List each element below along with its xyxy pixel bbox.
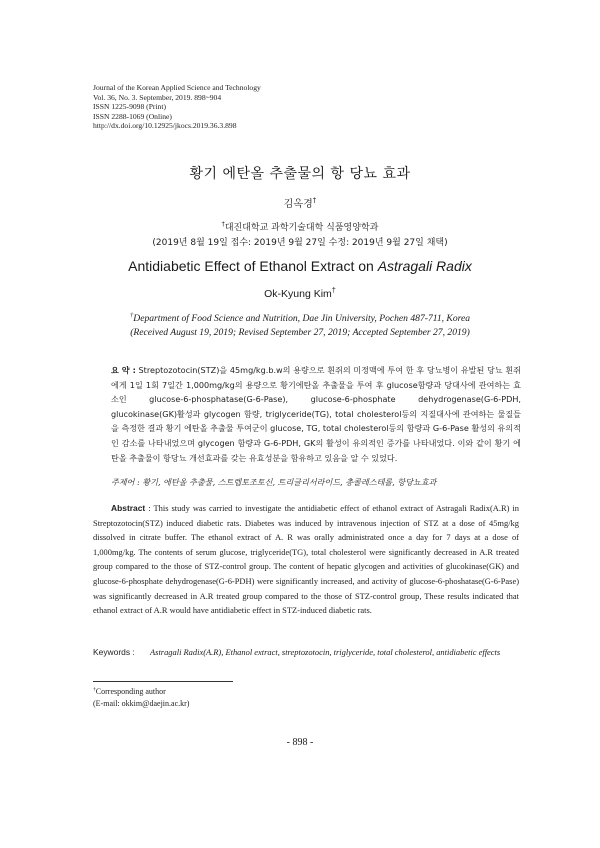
- english-author-mark: †: [331, 285, 336, 295]
- korean-keywords-text: 황기, 에탄올 추출물, 스트렙토조토신, 트리글리서라이드, 총콜레스테롤, 항당뇨효과: [142, 477, 437, 487]
- english-title-italic: Astragali Radix: [377, 258, 472, 274]
- korean-dates: (2019년 8월 19일 접수: 2019년 9월 27일 수정: 2019년 9월 27일 채택): [152, 238, 448, 248]
- korean-keywords: [111, 477, 521, 488]
- english-author: [0, 285, 600, 300]
- english-title-main: Antidiabetic Effect of Ethanol Extract on: [128, 258, 378, 274]
- footnote-mark: †: [93, 686, 96, 693]
- english-keywords: [93, 646, 519, 659]
- footnote-corresponding: Corresponding author: [95, 687, 166, 696]
- english-affiliation: [0, 312, 600, 340]
- journal-name: Journal of the Korean Applied Science and Technology: [93, 83, 261, 92]
- doi-link[interactable]: http://dx.doi.org/10.12925/jkocs.2019.36.3.898: [93, 121, 237, 131]
- english-keywords-text: Astragali Radix(A.R), Ethanol extract, streptozotocin, triglyceride, total cholesterol, antidiabetic effects: [150, 647, 501, 657]
- footnote-email: (E-mail: okkim@daejin.ac.kr): [93, 699, 190, 708]
- korean-affiliation-text: 대진대학교 과학기술대학 식품영양학과: [224, 223, 379, 233]
- korean-author-name: 김옥경: [283, 199, 313, 210]
- issn-online: ISSN 2288-1069 (Online): [93, 111, 172, 121]
- korean-keywords-label: 주제어 :: [111, 477, 140, 487]
- english-abstract: [93, 501, 519, 618]
- english-abstract-text: : This study was carried to investigate the antidiabetic effect of ethanol extract of Astragali Radix(A.R) in Streptozotocin(STZ) induced diabetic rats. Diabetes was induced by intravenous injection of STZ at a dose of 45mg/kg dissolved in citrate buffer. The ethanol extract of A. R was orally administrated once a day for 7 days at a dose of 1,000mg/kg. The contents of serum glucose, triglyceride(TG), total cholesterol were significantly decreased in A.R treated group compared to the those of STZ-control group. The content of hepatic glycogen and activities of glucokinase(GK) and glucose-6-phosphate dehydrogenase(G-6-PDH) were significantly increased, and activity of glucose-6-phoshatase(G-6-Pase) was significantly decreased in A.R treated group compared to the those of STZ-control group, These results indicated that ethanol extract of A.R would have antidiabetic effect in STZ-induced diabetic rats.: [93, 503, 519, 616]
- korean-abstract: [111, 363, 521, 465]
- affiliation-mark: †: [221, 221, 225, 228]
- corresponding-mark: †: [312, 196, 317, 205]
- page-number: - 898 -: [286, 737, 314, 748]
- korean-affiliation: [0, 220, 600, 233]
- journal-header: [93, 83, 393, 131]
- english-affiliation-mark: †: [129, 311, 134, 319]
- issn-print: ISSN 1225-9098 (Print): [93, 102, 166, 112]
- english-affiliation-text: Department of Food Science and Nutrition, Dae Jin University, Pochen 487-711, Korea: [133, 313, 471, 324]
- korean-title: 황기 에탄올 추출물의 항 당뇨 효과: [189, 166, 411, 182]
- journal-volume: Vol. 36, No. 3. September, 2019. 898~904: [93, 92, 222, 102]
- korean-author: [0, 195, 600, 210]
- english-abstract-label: Abstract: [111, 503, 146, 513]
- korean-abstract-text: Streptozotocin(STZ)을 45mg/kg.b.w의 용량으로 흰쥐의 미정맥에 투여 한 후 당뇨병이 유발된 당뇨 흰쥐에게 1일 1회 7일간 1,000mg/kg의 용량으로 황기에탄올 추출물을 투여 후 glucose함량과 당대사에 관여하는 효소인 glucose-6-phosphatase(G-6-Pase), glucose-6-phosphate dehydrogenase(G-6-PDH, glucokinase(GK)활성과 glycogen 함량, triglyceride(TG), total cholesterol등의 지질대사에 관여하는 물질들을 측정한 결과 황기 에탄올 추출물 투여군이 glucose, TG, total cholesterol등의 함량과 G-6-Pase 활성의 유의적인 감소를 나타내었으며 glycogen 함량과 G-6-PDH, GK의 활성이 유의적인 증가를 나타내었다. 이와 같이 황기 에탄올 추출물이 항당뇨 개선효과를 갖는 유효성분을 함유하고 있음을 알 수 있었다.: [111, 365, 521, 463]
- english-title: [0, 258, 600, 274]
- english-keywords-label: Keywords :: [93, 647, 135, 657]
- korean-abstract-label: 요 약 :: [111, 365, 136, 375]
- english-dates: (Received August 19, 2019; Revised September 27, 2019; Accepted September 27, 2019): [130, 327, 470, 338]
- english-author-name: Ok-Kyung Kim: [264, 288, 332, 300]
- footnote-divider: [93, 681, 233, 682]
- footnote: [93, 686, 189, 710]
